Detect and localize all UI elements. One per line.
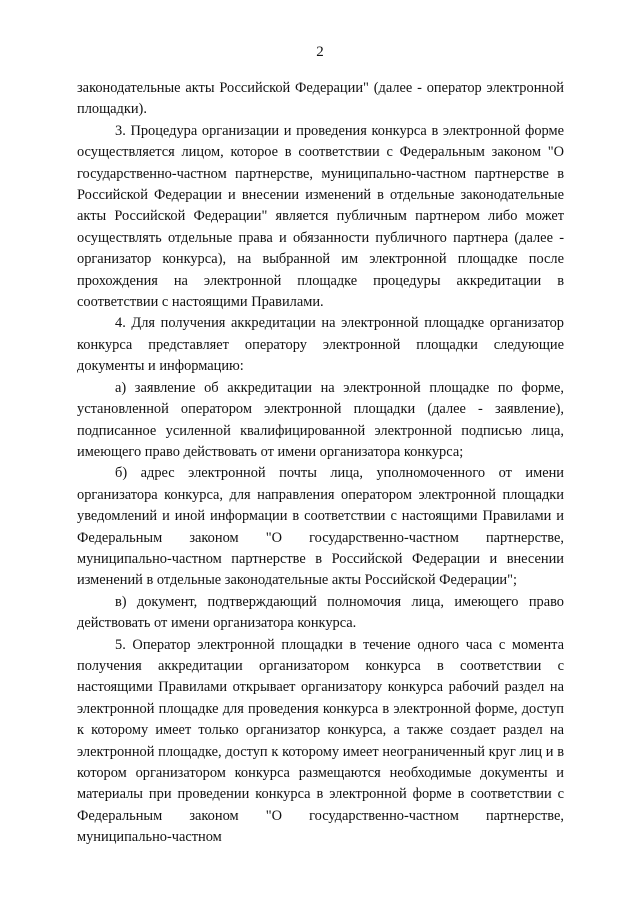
paragraph-clause-4: 4. Для получения аккредитации на электронной площадке организатор конкурса представляет оператору электронной площадки следующие документы и информацию: [77, 315, 564, 375]
document-body [77, 78, 564, 849]
paragraph-clause-4b: б) адрес электронной почты лица, уполномоченного от имени организатора конкурса, для направления оператором электронной площадки уведомлений и иной информации в соответствии с настоящими Правилами и Федеральным законом "О государственно-частном партнерстве, муниципально-частном партнерстве в Российской Федерации и внесении изменений в отдельные законодательные акты Российской Федерации"; [77, 465, 564, 589]
paragraph-clause-3: 3. Процедура организации и проведения конкурса в электронной форме осуществляется лицом, которое в соответствии с Федеральным законом "О государственно-частном партнерстве, муниципально-частном партнерстве в Российской Федерации и внесении изменений в отдельные законодательные акты Российской Федерации" является публичным партнером либо может осуществлять отдельные права и обязанности публичного партнера (далее - организатор конкурса), на выбранной им электронной площадке после прохождения на электронной площадке процедуры аккредитации в соответствии с настоящими Правилами. [77, 122, 564, 311]
paragraph-clause-4a: а) заявление об аккредитации на электронной площадке по форме, установленной оператором электронной площадки (далее - заявление), подписанное усиленной квалифицированной электронной подписью лица, имеющего право действовать от имени организатора конкурса; [77, 379, 564, 460]
paragraph-clause-5: 5. Оператор электронной площадки в течение одного часа с момента получения аккредитации организатором конкурса в соответствии с настоящими Правилами открывает организатору конкурса рабочий раздел на электронной площадке для проведения конкурса в электронной форме, доступ к которому имеет только организатор конкурса, а также создает раздел на электронной площадке, доступ к которому имеет неограниченный круг лиц и в котором организатором конкурса размещаются необходимые документы и материалы при проведении конкурса в электронной форме в соответствии с Федеральным законом "О государственно-частном партнерстве, муниципально-частном [77, 636, 564, 846]
page-number: 2 [316, 44, 324, 60]
paragraph-continuation: законодательные акты Российской Федерации" (далее - оператор электронной площадки). [77, 80, 564, 118]
paragraph-clause-4c: в) документ, подтверждающий полномочия лица, имеющего право действовать от имени организатора конкурса. [77, 593, 564, 632]
